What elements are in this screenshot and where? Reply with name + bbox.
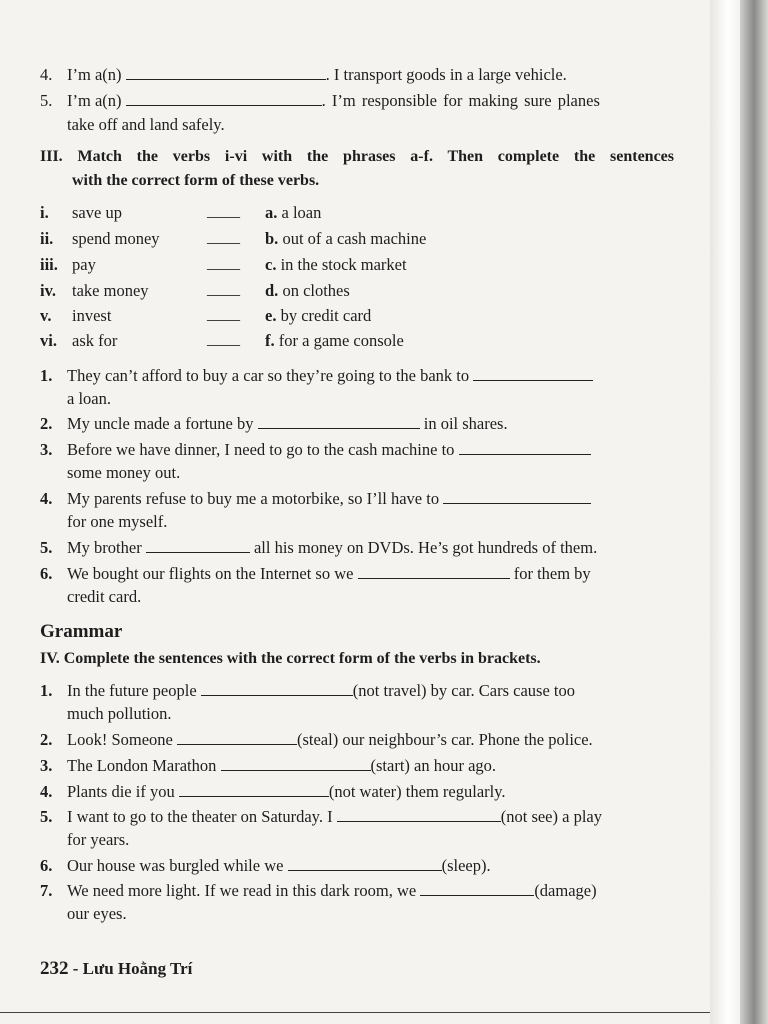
sentence-line [67, 755, 496, 777]
verb: pay [72, 255, 96, 274]
sentence-text: My parents refuse to buy me a motorbike, so I’ll have to [67, 489, 440, 508]
sentence-text: (sleep). [441, 856, 491, 875]
item-number: 5. [40, 807, 53, 826]
sentence-text: all his money on DVDs. He’s got hundreds of them. [253, 538, 598, 557]
sentence-continuation: much pollution. [67, 704, 172, 723]
sentence-line [67, 563, 591, 585]
answer-blank[interactable] [201, 681, 353, 696]
item-number: 7. [40, 881, 53, 900]
sentence-line [67, 806, 602, 828]
verb: spend money [72, 229, 160, 248]
sentence-continuation: some money out. [67, 463, 181, 482]
match-answer-blank[interactable]: ____ [207, 253, 240, 272]
exercise-heading-cont: with the correct form of these verbs. [72, 172, 320, 189]
answer-blank[interactable] [126, 65, 326, 80]
sentence-text: (steal) our neighbour’s car. Phone the police. [296, 730, 593, 749]
sentence-line [67, 680, 575, 702]
section-title: Grammar [40, 621, 123, 642]
sentence-line [67, 439, 591, 461]
item-number: 4. [40, 65, 53, 84]
sentence-text: I’m a(n) [67, 91, 122, 110]
answer-blank[interactable] [146, 538, 250, 553]
sentence-continuation: credit card. [67, 587, 142, 606]
answer-blank[interactable] [473, 366, 593, 381]
sentence-continuation: for years. [67, 830, 130, 849]
sentence-text: The London Marathon [67, 756, 217, 775]
answer-blank[interactable] [337, 807, 501, 822]
sentence-line [67, 488, 591, 510]
answer-blank[interactable] [443, 489, 591, 504]
sentence-text: My uncle made a fortune by [67, 414, 254, 433]
exercise-heading: III. Match the verbs i-vi with the phrases a-f. Then complete the sentences [40, 148, 674, 165]
answer-blank[interactable] [358, 564, 510, 579]
sentence-text: for them by [513, 564, 591, 583]
sentence-continuation: a loan. [67, 389, 111, 408]
phrase: a. a loan [265, 203, 322, 222]
item-number: 4. [40, 489, 53, 508]
verb: take money [72, 281, 149, 300]
item-number: 1. [40, 366, 53, 385]
item-number: 1. [40, 681, 53, 700]
verb: ask for [72, 331, 118, 350]
exercise-heading: IV. Complete the sentences with the correct form of the verbs in brackets. [40, 650, 541, 667]
answer-blank[interactable] [420, 881, 534, 896]
match-answer-blank[interactable]: ____ [207, 227, 240, 246]
phrase: d. on clothes [265, 281, 350, 300]
item-number: 2. [40, 414, 53, 433]
sentence-text: (not water) them regularly. [328, 782, 506, 801]
answer-blank[interactable] [288, 856, 442, 871]
sentence-line [67, 729, 593, 751]
sentence-line [67, 855, 491, 877]
sentence-continuation: take off and land safely. [67, 115, 225, 134]
answer-blank[interactable] [179, 782, 329, 797]
page-number: 232 [40, 958, 69, 979]
bottom-rule [0, 1012, 710, 1013]
footer-separator: - [68, 959, 83, 978]
answer-blank[interactable] [177, 730, 297, 745]
sentence-text: In the future people [67, 681, 197, 700]
item-number: 4. [40, 782, 53, 801]
roman-numeral: v. [40, 306, 52, 325]
item-number: 5. [40, 91, 53, 110]
sentence-continuation: for one myself. [67, 512, 168, 531]
sentence-text: I’m a(n) [67, 65, 122, 84]
match-answer-blank[interactable]: ____ [207, 201, 240, 220]
match-answer-blank[interactable]: ____ [207, 329, 240, 348]
match-answer-blank[interactable]: ____ [207, 279, 240, 298]
sentence-continuation: our eyes. [67, 904, 127, 923]
answer-blank[interactable] [126, 91, 322, 106]
phrase: b. out of a cash machine [265, 229, 427, 248]
sentence-text: Plants die if you [67, 782, 175, 801]
sentence-text: (not travel) by car. Cars cause too [352, 681, 575, 700]
page-footer [40, 958, 192, 980]
phrase: c. in the stock market [265, 255, 407, 274]
roman-numeral: iii. [40, 255, 58, 274]
sentence-line [67, 880, 597, 902]
author-name: Lưu Hoằng Trí [82, 959, 193, 978]
verb: invest [72, 306, 112, 325]
sentence-line [67, 365, 593, 387]
sentence-text: Before we have dinner, I need to go to the cash machine to [67, 440, 455, 459]
sentence-line [67, 90, 600, 112]
sentence-line [67, 537, 597, 559]
sentence-text: . I transport goods in a large vehicle. [325, 65, 567, 84]
item-number: 2. [40, 730, 53, 749]
sentence-text: I want to go to the theater on Saturday. I [67, 807, 333, 826]
sentence-text: Look! Someone [67, 730, 173, 749]
answer-blank[interactable] [459, 440, 591, 455]
sentence-line [67, 781, 506, 803]
sentence-text: They can’t afford to buy a car so they’re going to the bank to [67, 366, 470, 385]
item-number: 6. [40, 564, 53, 583]
match-answer-blank[interactable]: ____ [207, 304, 240, 323]
phrase: f. for a game console [265, 331, 404, 350]
roman-numeral: vi. [40, 331, 57, 350]
phrase: e. by credit card [265, 306, 372, 325]
answer-blank[interactable] [221, 756, 371, 771]
sentence-text: We bought our flights on the Internet so we [67, 564, 354, 583]
book-edge [740, 0, 768, 1024]
sentence-text: Our house was burgled while we [67, 856, 284, 875]
sentence-text: . I’m responsible for making sure planes [321, 91, 600, 110]
item-number: 3. [40, 440, 53, 459]
answer-blank[interactable] [258, 414, 420, 429]
roman-numeral: i. [40, 203, 49, 222]
item-number: 5. [40, 538, 53, 557]
roman-numeral: iv. [40, 281, 57, 300]
sentence-text: (not see) a play [500, 807, 602, 826]
item-number: 6. [40, 856, 53, 875]
sentence-text: We need more light. If we read in this dark room, we [67, 881, 417, 900]
sentence-line [67, 64, 567, 86]
sentence-text: My brother [67, 538, 142, 557]
verb: save up [72, 203, 122, 222]
sentence-text: (start) an hour ago. [370, 756, 497, 775]
item-number: 3. [40, 756, 53, 775]
sentence-text: in oil shares. [423, 414, 508, 433]
sentence-text: (damage) [534, 881, 597, 900]
roman-numeral: ii. [40, 229, 54, 248]
sentence-line [67, 413, 508, 435]
